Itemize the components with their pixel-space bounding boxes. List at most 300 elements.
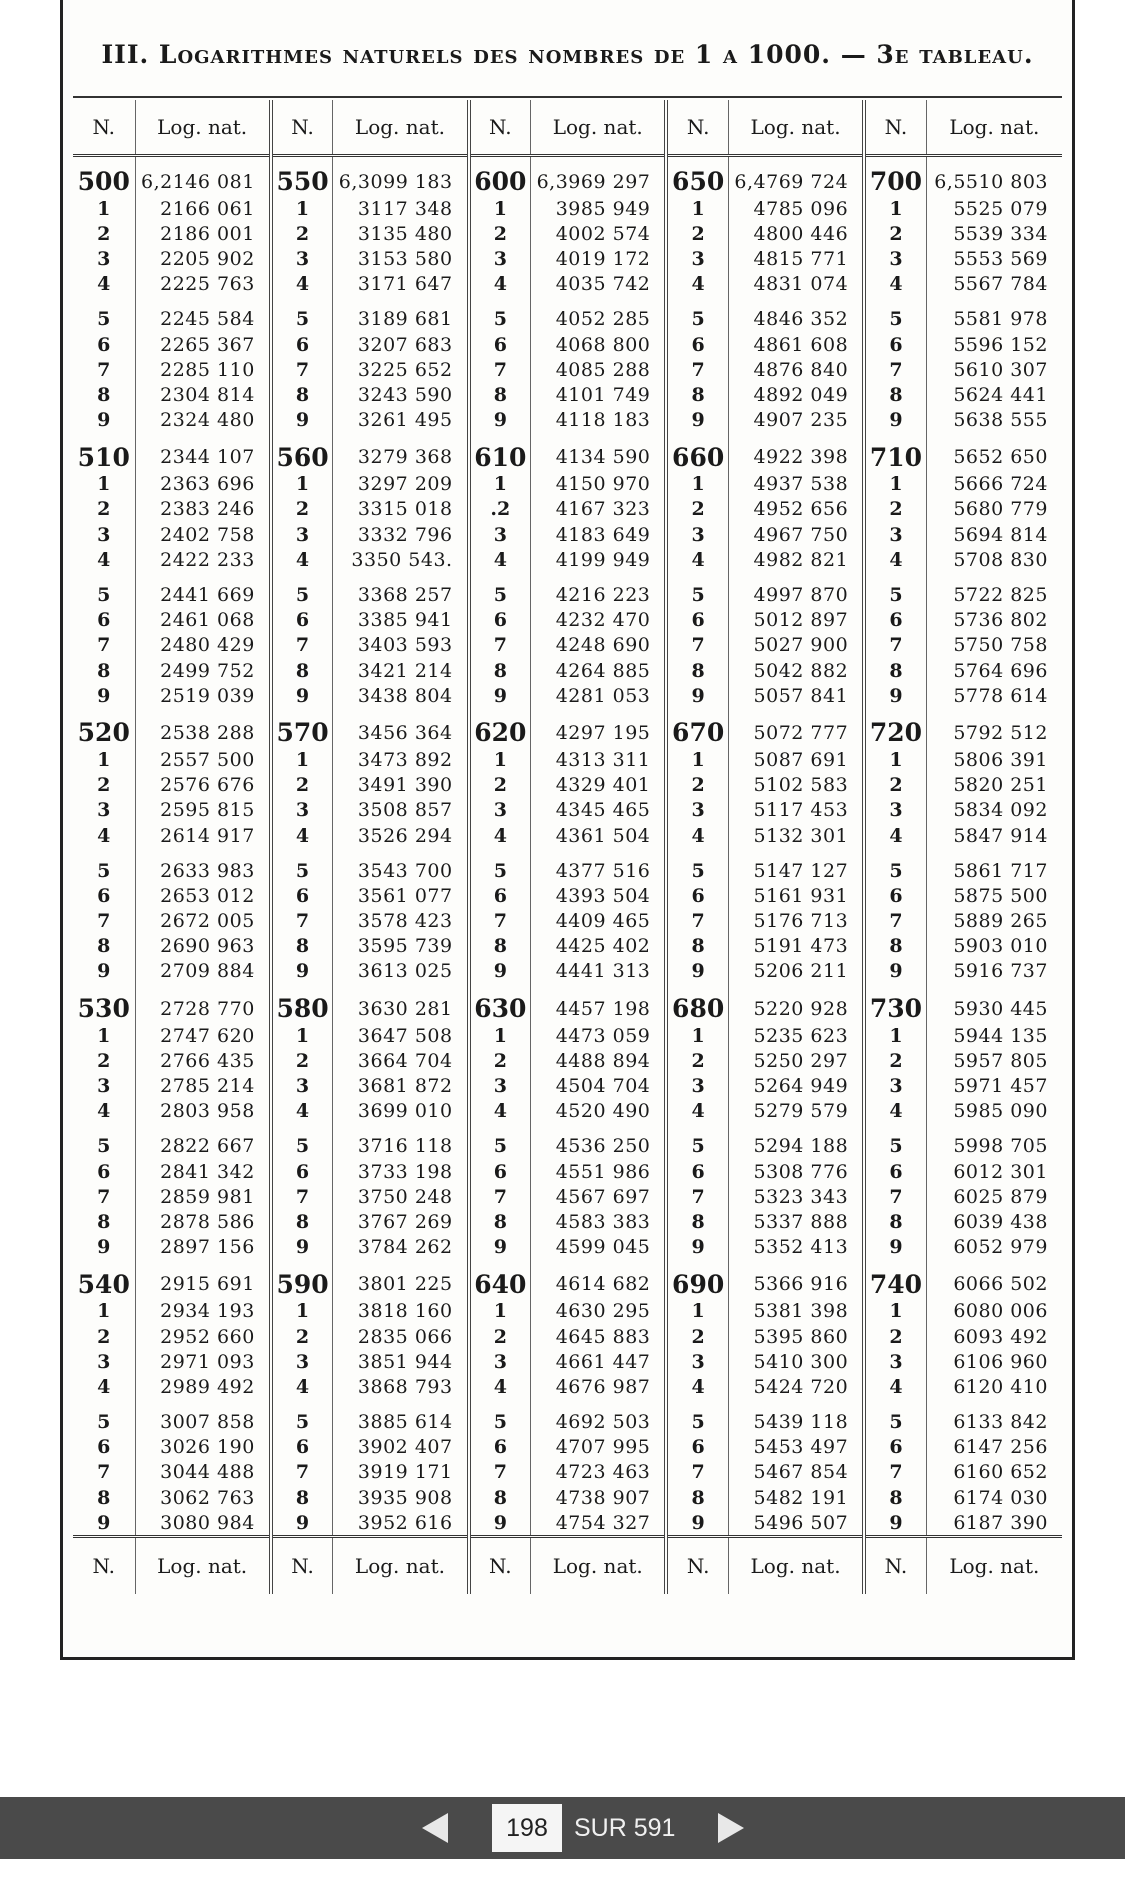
cell-log-value: 3491 390 (333, 773, 469, 798)
page-number-input[interactable] (492, 1804, 562, 1852)
cell-number: 9 (469, 1235, 531, 1260)
table-row (73, 1485, 1062, 1510)
cell-log-value: 2344 107 (135, 433, 271, 472)
cell-log-value: 5567 784 (953, 273, 1048, 296)
cell-log-value: 2915 691 (135, 1260, 271, 1299)
cell-log-value: 2614 917 (135, 823, 271, 848)
cell-number: 1 (864, 1023, 926, 1048)
cell-log-value: 5985 090 (953, 1100, 1048, 1123)
cell-number: 8 (271, 1209, 333, 1234)
cell-log-value: 4661 447 (531, 1349, 667, 1374)
cell-number: 3 (73, 798, 135, 823)
cell-log-value: 4785 096 (728, 196, 864, 221)
cell-number: 580 (271, 984, 333, 1023)
cell-log-value: 2557 500 (135, 747, 271, 772)
cell-log-value: 6,4769 724 (728, 156, 864, 197)
cell-log-value: 2480 429 (135, 633, 271, 658)
cell-number: 5 (271, 297, 333, 332)
cell-log-value: 4567 697 (531, 1184, 667, 1209)
cell-number: 5 (469, 1124, 531, 1159)
table-row (73, 984, 1062, 1023)
cell-number: 5 (469, 572, 531, 607)
cell-number: 5 (271, 572, 333, 607)
page-total-label: SUR 591 (574, 1814, 676, 1842)
table-row (73, 332, 1062, 357)
cell-log-value: 4599 045 (531, 1235, 667, 1260)
cell-number: 9 (73, 1510, 135, 1537)
cell-number: 1 (469, 1023, 531, 1048)
cell-number: 5 (666, 297, 728, 332)
cell-log-value: 5930 445 (953, 997, 1048, 1020)
cell-number: 3 (271, 798, 333, 823)
cell-number: 7 (73, 357, 135, 382)
table-row (73, 408, 1062, 433)
cell-log-value: 4831 074 (728, 272, 864, 297)
cell-log-value: 4101 749 (531, 382, 667, 407)
cell-log-value: 3664 704 (333, 1048, 469, 1073)
cell-log-value: 2672 005 (135, 909, 271, 934)
cell-number: 6 (271, 1435, 333, 1460)
cell-log-value: 3225 652 (333, 357, 469, 382)
cell-log-value: 2576 676 (135, 773, 271, 798)
cell-log-value: 2785 214 (135, 1073, 271, 1098)
cell-log-value: 3851 944 (333, 1349, 469, 1374)
table-row (73, 959, 1062, 984)
cell-log-value: 2822 667 (135, 1124, 271, 1159)
cell-log-value: 3767 269 (333, 1209, 469, 1234)
cell-log-value: 6,2146 081 (135, 156, 271, 197)
cell-log-value: 3385 941 (333, 608, 469, 633)
cell-log-value: 5176 713 (728, 909, 864, 934)
cell-number: 8 (666, 658, 728, 683)
cell-number: 2 (271, 1048, 333, 1073)
cell-number: 6 (469, 1159, 531, 1184)
triangle-right-icon[interactable] (718, 1813, 744, 1843)
cell-number: 1 (864, 1299, 926, 1324)
cell-number: 510 (73, 433, 135, 472)
cell-log-value: 5439 118 (728, 1400, 864, 1435)
cell-number: 570 (271, 708, 333, 747)
cell-log-value: 6133 842 (953, 1411, 1048, 1434)
cell-log-value: 3508 857 (333, 798, 469, 823)
cell-log-value: 3421 214 (333, 658, 469, 683)
table-row (73, 572, 1062, 607)
cell-number: 2 (73, 1048, 135, 1073)
cell-log-value: 5889 265 (953, 910, 1048, 933)
cell-number: 1 (73, 1023, 135, 1048)
cell-number: 7 (864, 357, 926, 382)
cell-number: 4 (271, 1099, 333, 1124)
cell-number: 2 (864, 497, 926, 522)
cell-number: 6 (666, 1435, 728, 1460)
cell-number: 590 (271, 1260, 333, 1299)
header-n: N. (73, 100, 135, 156)
cell-number: 1 (73, 472, 135, 497)
cell-log-value: 5467 854 (728, 1460, 864, 1485)
cell-number: 7 (73, 1460, 135, 1485)
cell-log-value: 5957 805 (953, 1049, 1048, 1072)
table-row (73, 1349, 1062, 1374)
cell-number: 6 (73, 608, 135, 633)
cell-log-value: 3985 949 (531, 196, 667, 221)
header-n: N. (469, 100, 531, 156)
cell-log-value: 5638 555 (953, 409, 1048, 432)
cell-number: 6 (73, 883, 135, 908)
cell-log-value: 4520 490 (531, 1099, 667, 1124)
cell-log-value: 2841 342 (135, 1159, 271, 1184)
cell-number: 2 (666, 773, 728, 798)
cell-number: 560 (271, 433, 333, 472)
cell-log-value: 2324 480 (135, 408, 271, 433)
cell-log-value: 5680 779 (953, 498, 1048, 521)
cell-number: 5 (864, 572, 926, 607)
table-row (73, 773, 1062, 798)
log-table-wrapper (73, 100, 1062, 1594)
cell-number: 5 (666, 1400, 728, 1435)
cell-number: 6 (864, 332, 926, 357)
cell-number: 4 (271, 547, 333, 572)
cell-number: 640 (469, 1260, 531, 1299)
cell-number: 2 (73, 221, 135, 246)
page-title: III. Logarithmes naturels des nombres de 1 a 1000. — 3e tableau. (101, 40, 1034, 69)
cell-number: 4 (666, 272, 728, 297)
cell-log-value: 5998 705 (953, 1135, 1048, 1158)
cell-number: 9 (73, 408, 135, 433)
cell-log-value: 4199 949 (531, 547, 667, 572)
cell-log-value: 4361 504 (531, 823, 667, 848)
cell-number: 7 (469, 1184, 531, 1209)
cell-log-value: 4952 656 (728, 497, 864, 522)
cell-number: 620 (469, 708, 531, 747)
cell-log-value: 2383 246 (135, 497, 271, 522)
cell-log-value: 5736 802 (953, 609, 1048, 632)
table-row (73, 472, 1062, 497)
cell-log-value: 5916 737 (953, 960, 1048, 983)
table-row (73, 658, 1062, 683)
cell-log-value: 4345 465 (531, 798, 667, 823)
table-row (73, 1023, 1062, 1048)
cell-number: 9 (864, 1510, 926, 1537)
cell-number: 8 (469, 382, 531, 407)
table-row (73, 848, 1062, 883)
cell-log-value: 2422 233 (135, 547, 271, 572)
cell-log-value: 4441 313 (531, 959, 667, 984)
cell-log-value: 3613 025 (333, 959, 469, 984)
cell-log-value: 5806 391 (953, 748, 1048, 771)
cell-log-value: 3885 614 (333, 1400, 469, 1435)
cell-number: 9 (864, 683, 926, 708)
cell-log-value: 5220 928 (728, 984, 864, 1023)
cell-log-value: 4118 183 (531, 408, 667, 433)
table-row (73, 1435, 1062, 1460)
cell-number: 4 (666, 823, 728, 848)
cell-number: 9 (666, 959, 728, 984)
cell-log-value: 4216 223 (531, 572, 667, 607)
cell-number: 2 (73, 497, 135, 522)
cell-number: 4 (864, 1099, 926, 1124)
cell-number: 3 (73, 522, 135, 547)
cell-number: 1 (271, 747, 333, 772)
cell-number: 1 (666, 1023, 728, 1048)
cell-number: 8 (864, 382, 926, 407)
cell-number: 7 (469, 1460, 531, 1485)
table-row (73, 1510, 1062, 1537)
table-row (73, 1299, 1062, 1324)
cell-number: 5 (271, 1400, 333, 1435)
cell-number: 2 (666, 497, 728, 522)
cell-number: 1 (469, 196, 531, 221)
cell-number: 7 (666, 633, 728, 658)
cell-log-value: 5944 135 (953, 1024, 1048, 1047)
cell-log-value: 6,3969 297 (531, 156, 667, 197)
cell-log-value: 5072 777 (728, 708, 864, 747)
cell-log-value: 5596 152 (953, 333, 1048, 356)
cell-number: 3 (271, 522, 333, 547)
table-row (73, 1460, 1062, 1485)
cell-number: 4 (469, 1374, 531, 1399)
cell-log-value: 3350 543. (333, 547, 469, 572)
table-row (73, 1324, 1062, 1349)
table-row (73, 683, 1062, 708)
cell-log-value: 5264 949 (728, 1073, 864, 1098)
cell-log-value: 3750 248 (333, 1184, 469, 1209)
cell-log-value: 4052 285 (531, 297, 667, 332)
cell-log-value: 4150 970 (531, 472, 667, 497)
cell-number: 3 (666, 522, 728, 547)
table-row (73, 522, 1062, 547)
cell-log-value: 4907 235 (728, 408, 864, 433)
cell-log-value: 2766 435 (135, 1048, 271, 1073)
table-row (73, 1184, 1062, 1209)
cell-log-value: 4876 840 (728, 357, 864, 382)
table-row (73, 246, 1062, 271)
cell-number: 6 (469, 332, 531, 357)
cell-log-value: 2519 039 (135, 683, 271, 708)
cell-log-value: 2205 902 (135, 246, 271, 271)
cell-log-value: 4551 986 (531, 1159, 667, 1184)
cell-log-value: 4536 250 (531, 1124, 667, 1159)
cell-number: 6 (666, 883, 728, 908)
cell-log-value: 6012 301 (953, 1160, 1048, 1183)
cell-number: 740 (864, 1260, 926, 1299)
cell-log-value: 4457 198 (531, 984, 667, 1023)
cell-number: 5 (864, 297, 926, 332)
cell-log-value: 5352 413 (728, 1235, 864, 1260)
header-log-nat: Log. nat. (135, 100, 271, 156)
cell-number: 3 (469, 246, 531, 271)
cell-number: 4 (271, 823, 333, 848)
cell-log-value: 5235 623 (728, 1023, 864, 1048)
cell-log-value: 6147 256 (953, 1436, 1048, 1459)
cell-log-value: 4738 907 (531, 1485, 667, 1510)
cell-number: 5 (271, 1124, 333, 1159)
cell-log-value: 5308 776 (728, 1159, 864, 1184)
cell-log-value: 3473 892 (333, 747, 469, 772)
cell-number: 4 (864, 547, 926, 572)
cell-log-value: 5750 758 (953, 634, 1048, 657)
triangle-left-icon[interactable] (422, 1813, 448, 1843)
cell-number: 9 (271, 408, 333, 433)
cell-log-value: 2441 669 (135, 572, 271, 607)
cell-number: 9 (666, 408, 728, 433)
cell-number: 670 (666, 708, 728, 747)
table-row (73, 633, 1062, 658)
cell-number: 9 (666, 683, 728, 708)
footer-n: N. (73, 1537, 135, 1595)
cell-number: 720 (864, 708, 926, 747)
cell-number: 9 (469, 408, 531, 433)
cell-number: 610 (469, 433, 531, 472)
cell-number: 8 (271, 934, 333, 959)
table-row (73, 196, 1062, 221)
cell-log-value: 2728 770 (135, 984, 271, 1023)
cell-number: 8 (864, 1485, 926, 1510)
cell-log-value: 3818 160 (333, 1299, 469, 1324)
cell-log-value: 6093 492 (953, 1325, 1048, 1348)
cell-number: 5 (864, 848, 926, 883)
cell-log-value: 3578 423 (333, 909, 469, 934)
cell-log-value: 5294 188 (728, 1124, 864, 1159)
cell-log-value: 4329 401 (531, 773, 667, 798)
table-row (73, 1159, 1062, 1184)
cell-number: 3 (666, 246, 728, 271)
cell-log-value: 4800 446 (728, 221, 864, 246)
cell-log-value: 3315 018 (333, 497, 469, 522)
cell-log-value: 3699 010 (333, 1099, 469, 1124)
cell-number: 2 (666, 221, 728, 246)
cell-log-value: 5132 301 (728, 823, 864, 848)
cell-log-value: 4068 800 (531, 332, 667, 357)
cell-log-value: 3784 262 (333, 1235, 469, 1260)
cell-number: 7 (666, 1184, 728, 1209)
cell-log-value: 3135 480 (333, 221, 469, 246)
cell-log-value: 2304 814 (135, 382, 271, 407)
cell-number: 1 (73, 196, 135, 221)
cell-log-value: 4425 402 (531, 934, 667, 959)
cell-log-value: 5117 453 (728, 798, 864, 823)
cell-number: 8 (666, 934, 728, 959)
cell-log-value: 5861 717 (953, 859, 1048, 882)
cell-log-value: 4815 771 (728, 246, 864, 271)
cell-log-value: 3062 763 (135, 1485, 271, 1510)
cell-number: 1 (271, 1299, 333, 1324)
cell-number: 4 (666, 1099, 728, 1124)
cell-log-value: 5581 978 (953, 308, 1048, 331)
footer-n: N. (271, 1537, 333, 1595)
cell-number: 4 (469, 547, 531, 572)
cell-log-value: 6066 502 (953, 1273, 1048, 1296)
cell-log-value: 3952 616 (333, 1510, 469, 1537)
cell-number: 1 (73, 1299, 135, 1324)
cell-log-value: 2690 963 (135, 934, 271, 959)
pager-bar (0, 1797, 1125, 1859)
cell-number: 6 (469, 608, 531, 633)
cell-number: 4 (73, 272, 135, 297)
table-footer-row (73, 1537, 1062, 1595)
cell-log-value: 5206 211 (728, 959, 864, 984)
table-row (73, 1209, 1062, 1234)
cell-log-value: 3681 872 (333, 1073, 469, 1098)
cell-number: 1 (73, 747, 135, 772)
cell-log-value: 4377 516 (531, 848, 667, 883)
cell-number: 6 (666, 608, 728, 633)
cell-log-value: 3279 368 (333, 433, 469, 472)
cell-log-value: 5903 010 (953, 935, 1048, 958)
cell-log-value: 5366 916 (728, 1260, 864, 1299)
cell-number: 7 (73, 633, 135, 658)
cell-log-value: 4473 059 (531, 1023, 667, 1048)
cell-number: 8 (73, 1209, 135, 1234)
cell-number: 4 (73, 547, 135, 572)
cell-number: 6 (73, 1159, 135, 1184)
cell-log-value: 4167 323 (531, 497, 667, 522)
cell-number: 5 (666, 572, 728, 607)
cell-log-value: 5395 860 (728, 1324, 864, 1349)
cell-number: 8 (469, 658, 531, 683)
cell-log-value: 5764 696 (953, 659, 1048, 682)
table-header-row (73, 100, 1062, 156)
table-row (73, 357, 1062, 382)
cell-log-value: 4846 352 (728, 297, 864, 332)
table-row (73, 608, 1062, 633)
cell-number: 2 (271, 773, 333, 798)
cell-log-value: 3171 647 (333, 272, 469, 297)
cell-number: 1 (271, 196, 333, 221)
cell-log-value: 5525 079 (953, 197, 1048, 220)
cell-log-value: 5708 830 (953, 548, 1048, 571)
cell-log-value: 6025 879 (953, 1185, 1048, 1208)
cell-log-value: 2747 620 (135, 1023, 271, 1048)
cell-log-value: 3153 580 (333, 246, 469, 271)
cell-number: 690 (666, 1260, 728, 1299)
cell-number: 9 (864, 959, 926, 984)
cell-log-value: 3595 739 (333, 934, 469, 959)
cell-number: 600 (469, 156, 531, 197)
cell-number: 2 (469, 1324, 531, 1349)
cell-log-value: 2878 586 (135, 1209, 271, 1234)
cell-number: 2 (271, 497, 333, 522)
cell-number: 6 (864, 883, 926, 908)
cell-log-value: 5722 825 (953, 584, 1048, 607)
cell-log-value: 5250 297 (728, 1048, 864, 1073)
cell-number: 7 (666, 909, 728, 934)
header-n: N. (864, 100, 926, 156)
cell-log-value: 5102 583 (728, 773, 864, 798)
cell-number: 7 (666, 1460, 728, 1485)
cell-number: 3 (271, 1349, 333, 1374)
cell-number: 7 (271, 633, 333, 658)
cell-number: 5 (73, 1400, 135, 1435)
cell-log-value: 3647 508 (333, 1023, 469, 1048)
cell-number: 500 (73, 156, 135, 197)
cell-log-value: 4982 821 (728, 547, 864, 572)
cell-number: 6 (271, 608, 333, 633)
cell-number: 2 (469, 773, 531, 798)
cell-log-value: 5553 569 (953, 247, 1048, 270)
cell-log-value: 2265 367 (135, 332, 271, 357)
cell-log-value: 2897 156 (135, 1235, 271, 1260)
cell-number: 6 (666, 332, 728, 357)
cell-log-value: 2363 696 (135, 472, 271, 497)
table-row (73, 747, 1062, 772)
cell-number: 4 (864, 1374, 926, 1399)
cell-number: 3 (73, 1349, 135, 1374)
footer-n: N. (469, 1537, 531, 1595)
table-row (73, 708, 1062, 747)
cell-log-value: 2538 288 (135, 708, 271, 747)
table-row (73, 1124, 1062, 1159)
table-row (73, 883, 1062, 908)
